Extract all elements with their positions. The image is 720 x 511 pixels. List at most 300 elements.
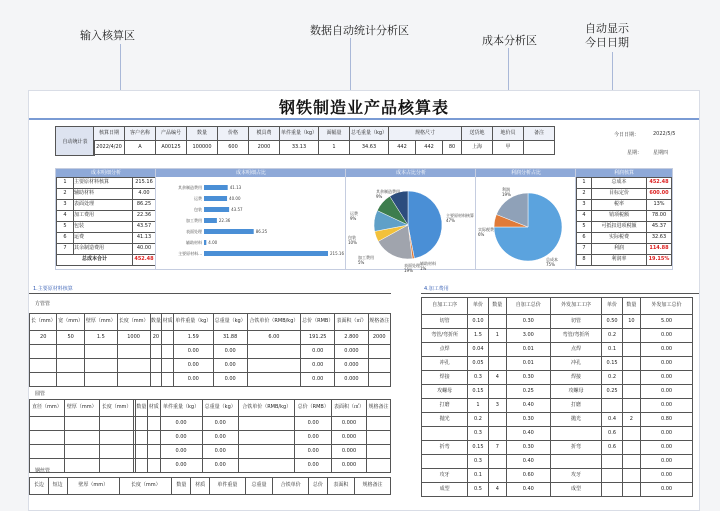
table-row bbox=[30, 359, 391, 373]
table-cell: 税率 bbox=[592, 200, 647, 211]
table-cell: 0.10 bbox=[468, 315, 488, 329]
table-cell: 7 bbox=[577, 244, 592, 255]
table-cell: 加工费用 bbox=[74, 211, 133, 222]
table-cell bbox=[422, 455, 468, 469]
pie-label: 75% bbox=[546, 262, 555, 267]
table-cell: 3 bbox=[577, 200, 592, 211]
bar-label: 运费 bbox=[194, 196, 202, 201]
table-row bbox=[30, 345, 391, 359]
table-cell: 实际税费 bbox=[592, 233, 647, 244]
table-cell bbox=[99, 459, 134, 473]
table-cell: 0.04 bbox=[468, 343, 488, 357]
pie-label: 运费 bbox=[350, 211, 358, 216]
table-cell: 0.00 bbox=[174, 373, 214, 387]
table-cell: 50 bbox=[57, 331, 84, 345]
callout-date-area: 自动显示 今日日期 bbox=[585, 22, 629, 49]
table-cell bbox=[367, 445, 391, 459]
summary-header: 面幅量 bbox=[319, 127, 350, 141]
bar-value-label: 43.57 bbox=[231, 207, 243, 212]
table-header: 单件重量（kg） bbox=[174, 314, 214, 331]
table-cell bbox=[238, 459, 295, 473]
summary-table bbox=[93, 126, 555, 155]
table-cell: 3 bbox=[57, 200, 74, 211]
summary-header: 单件重量（kg） bbox=[280, 127, 319, 141]
table-row bbox=[30, 459, 391, 473]
table-cell: 其余制造费用 bbox=[74, 244, 133, 255]
summary-value: 33.13 bbox=[280, 141, 319, 155]
pie-label: 9% bbox=[350, 216, 357, 221]
table-cell: 0.00 bbox=[295, 445, 331, 459]
table-cell: 0.000 bbox=[331, 431, 366, 445]
table-cell bbox=[622, 385, 640, 399]
cost-row bbox=[57, 222, 156, 233]
profit-pie-panel bbox=[475, 168, 577, 270]
table-cell: 41.13 bbox=[133, 233, 156, 244]
table-cell bbox=[30, 345, 57, 359]
table-cell: 0.00 bbox=[174, 345, 214, 359]
table-cell: 0.00 bbox=[202, 417, 238, 431]
table-cell: 19.15% bbox=[647, 255, 672, 266]
table-cell bbox=[622, 371, 640, 385]
table-cell bbox=[148, 417, 160, 431]
table-cell: 1 bbox=[57, 178, 74, 189]
pie-label: 主要原材料核算 bbox=[446, 213, 474, 218]
table-cell: 0.00 bbox=[641, 441, 693, 455]
table-row bbox=[30, 373, 391, 387]
table-cell bbox=[367, 417, 391, 431]
table-cell bbox=[488, 455, 506, 469]
table-cell bbox=[117, 359, 150, 373]
table-row bbox=[422, 441, 693, 455]
table-cell: 8 bbox=[577, 255, 592, 266]
summary-value: 2000 bbox=[249, 141, 280, 155]
table-cell: 攻螺母 bbox=[550, 385, 602, 399]
table-cell: 辅助材料 bbox=[74, 189, 133, 200]
table-header: 短边 bbox=[48, 478, 67, 495]
table-header: 材质 bbox=[148, 400, 160, 417]
table-cell: 0.30 bbox=[507, 413, 551, 427]
table-cell bbox=[247, 373, 300, 387]
callout-input-area: 输入核算区 bbox=[80, 29, 135, 42]
table-cell: 1.5 bbox=[84, 331, 117, 345]
table-cell: 114.88 bbox=[647, 244, 672, 255]
bar-label: 加工费用 bbox=[186, 218, 202, 223]
table-cell bbox=[488, 343, 506, 357]
table-header: 长度（mm） bbox=[99, 400, 134, 417]
pie-label: 5% bbox=[358, 260, 365, 265]
profit-row bbox=[577, 222, 672, 233]
table-cell: 利润 bbox=[592, 244, 647, 255]
table-cell bbox=[117, 345, 150, 359]
table-cell: 1 bbox=[488, 329, 506, 343]
table-header: 表面积（㎡） bbox=[335, 314, 368, 331]
cost-detail-panel bbox=[55, 168, 157, 270]
table-cell: 抛光 bbox=[550, 413, 602, 427]
summary-value: 2022/4/20 bbox=[94, 141, 125, 155]
bar bbox=[204, 185, 228, 190]
table-cell: 3.00 bbox=[507, 329, 551, 343]
cost-pie-chart bbox=[346, 177, 476, 273]
table-cell: 0.01 bbox=[507, 357, 551, 371]
pie-label: 1% bbox=[420, 266, 427, 271]
table-cell bbox=[57, 373, 84, 387]
table-cell bbox=[135, 459, 147, 473]
table-cell: 0.05 bbox=[468, 357, 488, 371]
table-cell: 0.00 bbox=[213, 373, 247, 387]
table-cell bbox=[64, 459, 99, 473]
bar-value-label: 4.00 bbox=[208, 240, 218, 245]
profit-row bbox=[577, 244, 672, 255]
pie-label: 47% bbox=[446, 218, 455, 223]
table-cell: 191.25 bbox=[301, 331, 335, 345]
pie-label: 其余制造费用 bbox=[376, 189, 400, 194]
profit-pie-title: 利润分析占比 bbox=[476, 169, 576, 177]
table-cell: 7 bbox=[57, 244, 74, 255]
table-cell bbox=[30, 359, 57, 373]
table-cell bbox=[30, 445, 65, 459]
bar bbox=[204, 207, 229, 212]
table-cell: 成型 bbox=[550, 483, 602, 497]
table-header: 单件重量（kg） bbox=[160, 400, 202, 417]
table-cell bbox=[30, 373, 57, 387]
table-cell: 0.00 bbox=[641, 399, 693, 413]
cost-row bbox=[57, 211, 156, 222]
table-header: 总价 bbox=[309, 478, 328, 495]
table-row bbox=[422, 343, 693, 357]
table-cell: 0.15 bbox=[468, 441, 488, 455]
weekday-label: 星期： bbox=[627, 150, 643, 156]
table-cell: 0.60 bbox=[507, 469, 551, 483]
table-cell: 45.37 bbox=[647, 222, 672, 233]
summary-value: A00125 bbox=[156, 141, 187, 155]
table-row bbox=[422, 483, 693, 497]
summary-value: 上海 bbox=[462, 141, 493, 155]
table-header: 长边 bbox=[30, 478, 49, 495]
table-header: 壁厚（mm） bbox=[67, 478, 119, 495]
table-cell: 4 bbox=[488, 371, 506, 385]
table-cell bbox=[135, 417, 147, 431]
table-cell bbox=[488, 469, 506, 483]
table-cell: 4 bbox=[488, 483, 506, 497]
table-cell bbox=[150, 373, 162, 387]
processing-table bbox=[421, 297, 693, 497]
table-cell: 0.3 bbox=[468, 427, 488, 441]
table-header: 表面积 bbox=[327, 478, 354, 495]
table-cell: 86.25 bbox=[133, 200, 156, 211]
table-cell: 0.00 bbox=[174, 359, 214, 373]
pie-label: 利润 bbox=[502, 187, 510, 192]
table-cell bbox=[602, 399, 622, 413]
bar-label: 辅助材料 bbox=[186, 240, 202, 245]
profit-row bbox=[577, 178, 672, 189]
table-row bbox=[422, 357, 693, 371]
table-row bbox=[422, 329, 693, 343]
table-cell bbox=[488, 413, 506, 427]
pie-label: 19% bbox=[404, 268, 413, 273]
table-header: 材质 bbox=[191, 478, 210, 495]
table-cell bbox=[622, 427, 640, 441]
cost-pie-panel bbox=[345, 168, 477, 273]
table-cell: 0.00 bbox=[641, 329, 693, 343]
callout-stats-area: 数据自动统计分析区 bbox=[310, 24, 409, 37]
summary-value: 100000 bbox=[187, 141, 218, 155]
bar-label: 主要原材料... bbox=[178, 251, 202, 256]
cost-pie-title: 成本占比分析 bbox=[346, 169, 476, 177]
table-header: 总重量（kg） bbox=[202, 400, 238, 417]
table-row bbox=[422, 413, 693, 427]
today-value: 2022/5/5 bbox=[653, 131, 676, 137]
table-cell: 0.00 bbox=[202, 459, 238, 473]
cost-row bbox=[57, 233, 156, 244]
table-header: 单件重量 bbox=[210, 478, 246, 495]
table-cell bbox=[162, 331, 174, 345]
table-cell: 0.40 bbox=[507, 399, 551, 413]
summary-value: 442 bbox=[389, 141, 416, 155]
material-section3: 钢丝管 bbox=[35, 468, 51, 474]
table-header: 总价（RMB） bbox=[301, 314, 335, 331]
summary-value: 80 bbox=[443, 141, 462, 155]
table-cell: 0.00 bbox=[295, 431, 331, 445]
table-cell: 0.2 bbox=[602, 371, 622, 385]
table-row bbox=[422, 427, 693, 441]
profit-row bbox=[577, 189, 672, 200]
table-cell: 点焊 bbox=[422, 343, 468, 357]
table-cell: 13% bbox=[647, 200, 672, 211]
pie-label: 6% bbox=[478, 232, 485, 237]
table-header: 表面积（㎡） bbox=[331, 400, 366, 417]
summary-header: 模具费 bbox=[249, 127, 280, 141]
bar bbox=[204, 229, 254, 234]
table-cell: 0.00 bbox=[202, 445, 238, 459]
summary-value: 600 bbox=[218, 141, 249, 155]
pie-label: 19% bbox=[502, 192, 511, 197]
table-cell: 0.00 bbox=[641, 483, 693, 497]
summary-header: 客户名称 bbox=[125, 127, 156, 141]
table-cell: 0.00 bbox=[641, 371, 693, 385]
table-header: 总重量 bbox=[245, 478, 272, 495]
table-row bbox=[30, 331, 391, 345]
weekday-value: 星期四 bbox=[653, 150, 669, 156]
table-cell: 0.15 bbox=[602, 357, 622, 371]
table-header: 单价 bbox=[468, 298, 488, 315]
table-cell bbox=[622, 399, 640, 413]
table-cell: 4 bbox=[577, 211, 592, 222]
table-cell: 弯管/弯折所 bbox=[550, 329, 602, 343]
summary-header: 总毛重量（kg） bbox=[350, 127, 389, 141]
sheet-title: 钢铁制造业产品核算表 bbox=[278, 98, 449, 117]
table-cell: 0.000 bbox=[331, 417, 366, 431]
table-cell: 焊接 bbox=[422, 371, 468, 385]
pie-label: 表面处理 bbox=[404, 263, 420, 268]
table-cell bbox=[488, 427, 506, 441]
profit-panel bbox=[575, 168, 673, 270]
table-cell bbox=[148, 459, 160, 473]
table-cell bbox=[84, 359, 117, 373]
table-cell: 0.00 bbox=[641, 385, 693, 399]
profit-table bbox=[576, 177, 672, 266]
table-header: 数量 bbox=[150, 314, 162, 331]
table-header: 数量 bbox=[135, 400, 147, 417]
table-cell bbox=[550, 427, 602, 441]
profit-title: 利润核算 bbox=[576, 169, 672, 177]
summary-header: 产品编号 bbox=[156, 127, 187, 141]
table-header: 规格备注 bbox=[368, 314, 391, 331]
table-cell: 可抵扣进项税额 bbox=[592, 222, 647, 233]
table-cell: 0.30 bbox=[507, 441, 551, 455]
table-cell: 22.36 bbox=[133, 211, 156, 222]
table-header: 数量 bbox=[488, 298, 506, 315]
table-cell: 2.800 bbox=[335, 331, 368, 345]
cost-detail-table bbox=[56, 177, 156, 266]
summary-value bbox=[524, 141, 555, 155]
cost-row bbox=[57, 178, 156, 189]
table-cell bbox=[162, 359, 174, 373]
table-cell bbox=[488, 315, 506, 329]
today-label: 今日日期： bbox=[614, 132, 640, 138]
table-cell: 78.00 bbox=[647, 211, 672, 222]
material-table-1 bbox=[29, 313, 391, 387]
table-header: 规格备注 bbox=[355, 478, 391, 495]
table-cell bbox=[84, 345, 117, 359]
table-cell bbox=[148, 445, 160, 459]
table-cell: 5 bbox=[577, 222, 592, 233]
table-header: 单价 bbox=[602, 298, 622, 315]
table-cell bbox=[622, 455, 640, 469]
cost-bar-chart bbox=[156, 177, 346, 269]
table-cell: 1 bbox=[468, 399, 488, 413]
processing-title: 4.加工费用 bbox=[424, 286, 449, 292]
table-cell: 0.50 bbox=[602, 315, 622, 329]
summary-value: 442 bbox=[416, 141, 443, 155]
table-header: 材质 bbox=[162, 314, 174, 331]
table-cell bbox=[84, 373, 117, 387]
bar-value-label: 40.00 bbox=[229, 196, 241, 201]
table-header: 合铁单价 bbox=[273, 478, 309, 495]
table-cell: 攻牙 bbox=[422, 469, 468, 483]
table-cell bbox=[64, 431, 99, 445]
table-cell: 20 bbox=[150, 331, 162, 345]
table-cell bbox=[488, 385, 506, 399]
table-header: 壁厚（mm） bbox=[64, 400, 99, 417]
table-cell bbox=[622, 343, 640, 357]
table-cell: 0.00 bbox=[160, 445, 202, 459]
table-row bbox=[30, 431, 391, 445]
table-cell: 0.00 bbox=[295, 417, 331, 431]
table-cell: 3 bbox=[488, 399, 506, 413]
table-cell: 总成本 bbox=[592, 178, 647, 189]
cost-row bbox=[57, 189, 156, 200]
summary-value: 甲 bbox=[493, 141, 524, 155]
table-cell: 40.00 bbox=[133, 244, 156, 255]
table-cell bbox=[422, 427, 468, 441]
table-cell bbox=[622, 329, 640, 343]
table-cell bbox=[247, 359, 300, 373]
table-cell: 0.000 bbox=[335, 373, 368, 387]
table-cell: 0.00 bbox=[160, 459, 202, 473]
table-cell: 7 bbox=[488, 441, 506, 455]
summary-header: 地价员 bbox=[493, 127, 524, 141]
table-cell bbox=[162, 373, 174, 387]
pie-slice bbox=[408, 191, 442, 258]
table-cell: 20 bbox=[30, 331, 57, 345]
summary-value: 1 bbox=[319, 141, 350, 155]
accounting-sheet bbox=[28, 90, 700, 511]
bar-value-label: 41.13 bbox=[229, 185, 242, 190]
cost-bar-panel bbox=[155, 168, 347, 270]
table-cell bbox=[148, 431, 160, 445]
table-cell: 31.88 bbox=[213, 331, 247, 345]
material-table-3 bbox=[29, 477, 391, 495]
table-cell: 0.6 bbox=[602, 441, 622, 455]
material-section2: 圆管 bbox=[35, 391, 46, 397]
table-header: 宽（mm） bbox=[57, 314, 84, 331]
table-cell: 0.000 bbox=[331, 445, 366, 459]
table-cell bbox=[30, 431, 65, 445]
cost-bar-title: 成本明细占比 bbox=[156, 169, 346, 177]
table-cell: 6 bbox=[57, 233, 74, 244]
table-cell: 0.00 bbox=[213, 359, 247, 373]
table-cell: 0.00 bbox=[160, 431, 202, 445]
profit-row bbox=[577, 233, 672, 244]
table-cell bbox=[622, 357, 640, 371]
summary-label: 自动统计表 bbox=[55, 126, 95, 156]
table-cell: 抛光 bbox=[422, 413, 468, 427]
table-cell bbox=[150, 345, 162, 359]
table-cell: 焊接 bbox=[550, 371, 602, 385]
table-cell: 6.00 bbox=[247, 331, 300, 345]
table-cell: 0.2 bbox=[602, 329, 622, 343]
pie-label: 9% bbox=[376, 194, 383, 199]
pie-label: 总成本 bbox=[546, 257, 558, 262]
table-header: 外发加工总价 bbox=[641, 298, 693, 315]
table-cell: 折弯 bbox=[422, 441, 468, 455]
table-cell bbox=[247, 345, 300, 359]
table-header: 数量 bbox=[622, 298, 640, 315]
summary-header: 核算日期 bbox=[94, 127, 125, 141]
table-cell bbox=[162, 345, 174, 359]
table-cell: 0.00 bbox=[202, 431, 238, 445]
table-cell bbox=[602, 455, 622, 469]
bar-value-label: 215.16 bbox=[330, 251, 344, 256]
table-cell bbox=[602, 483, 622, 497]
table-cell: 0.00 bbox=[641, 455, 693, 469]
total-label: 总成本合计 bbox=[57, 255, 133, 266]
table-cell: 0.00 bbox=[641, 427, 693, 441]
bar-label: 包装 bbox=[194, 207, 202, 212]
table-cell: 0.00 bbox=[301, 359, 335, 373]
table-cell bbox=[367, 431, 391, 445]
table-cell: 0.00 bbox=[295, 459, 331, 473]
table-cell: 0.1 bbox=[468, 469, 488, 483]
table-cell: 攻螺母 bbox=[422, 385, 468, 399]
table-cell bbox=[99, 431, 134, 445]
table-cell: 运费 bbox=[74, 233, 133, 244]
table-cell bbox=[368, 359, 391, 373]
table-cell: 1.5 bbox=[468, 329, 488, 343]
table-cell bbox=[99, 417, 134, 431]
table-cell: 1000 bbox=[117, 331, 150, 345]
table-cell: 冲孔 bbox=[422, 357, 468, 371]
table-header: 壁厚（mm） bbox=[84, 314, 117, 331]
profit-row bbox=[577, 255, 672, 266]
table-cell: 0.40 bbox=[507, 455, 551, 469]
table-row bbox=[30, 417, 391, 431]
table-cell: 0.1 bbox=[602, 343, 622, 357]
table-cell bbox=[368, 373, 391, 387]
table-cell: 2 bbox=[622, 413, 640, 427]
table-cell: 5.00 bbox=[641, 315, 693, 329]
pie-label: 10% bbox=[348, 240, 357, 245]
